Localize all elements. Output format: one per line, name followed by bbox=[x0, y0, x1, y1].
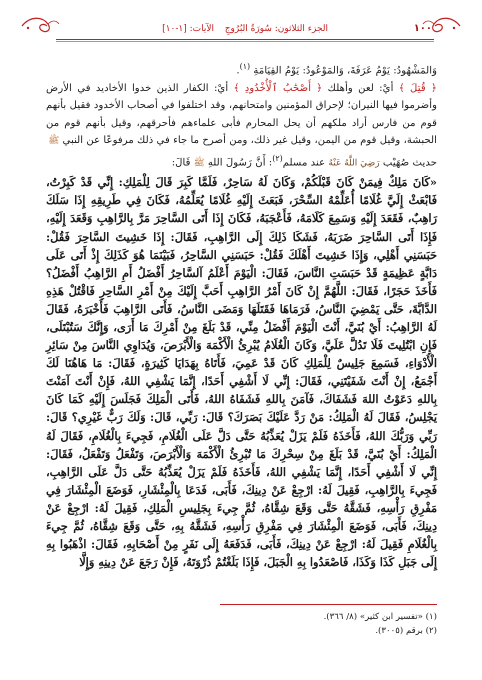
main-text bbox=[46, 58, 437, 571]
paragraph-3 bbox=[46, 150, 437, 173]
footnote-separator bbox=[220, 604, 437, 605]
header-divider-thin bbox=[56, 41, 434, 42]
left-ornament-icon bbox=[20, 14, 60, 36]
salutation-mark: ﷺ bbox=[48, 136, 60, 147]
footnote-1: (١) «تفسير ابن كثير» (٨/ ٣٦٦). bbox=[323, 612, 437, 622]
paragraph-1: وَالمَشْهُودُ: يَوْمُ عَرَفَةَ، وَالمَوْعُودُ: يَوْمُ القِيَامَةِ $^{(١)}$. bbox=[236, 62, 437, 77]
honorific: رَضِيَ اللَّهُ عَنْهُ bbox=[328, 158, 380, 169]
footnote-ref-1[interactable]: (١) bbox=[239, 62, 251, 71]
verse-range: الآيات: [١-١٠] bbox=[162, 24, 214, 34]
tafsir-text: أيْ: لعن وأهلك bbox=[322, 82, 399, 94]
footnote-ref-2[interactable]: (٢) bbox=[272, 154, 283, 164]
hadith-intro: حديث صُهَيْب bbox=[379, 157, 437, 169]
header-divider bbox=[56, 39, 434, 40]
footnote-2: (٢) برقم (٣٠٠٥). bbox=[375, 626, 437, 636]
page-number: ١٠٠ bbox=[413, 23, 432, 34]
quran-verse-2: ﴿ أَصْحَٰبُ ٱلْأُخْدُودِ ﴾ bbox=[233, 82, 323, 94]
hadith-source: عند مسلم bbox=[282, 157, 329, 169]
page-header bbox=[58, 22, 432, 40]
footnotes bbox=[46, 610, 437, 638]
hadith-intro-2: : أَنَّ رَسُولَ اللهِ bbox=[204, 157, 273, 169]
hadith-text: «كَانَ مَلِكٌ فِيمَنْ كَانَ قَبْلَكُمْ، وَكَانَ لَهُ سَاحِرٌ، فَلَمَّا كَبِرَ قَالَ لِلْمَلِكِ: إِنِّي قَدْ كَبِرْتُ، فَابْعَثْ إِلَيَّ غُلَامًا أُعَلِّمْهُ السِّحْرَ، فَبَعَثَ إِلَيْهِ غُلَامًا يُعَلِّمُهُ، فَكَانَ فِي طَرِيقِهِ إِذَا سَلَكَ رَاهِبٌ، فَقَعَدَ إِلَيْهِ وَسَمِعَ كَلَامَهُ، فَأَعْجَبَهُ، فَكَانَ إِذَا أَتَى السَّاحِرَ مَرَّ بِالرَّاهِبِ وَقَعَدَ إِلَيْهِ، فَإِذَا أَتَى السَّاحِرَ ضَرَبَهُ، فَشَكَا ذَلِكَ إِلَى الرَّاهِبِ، فَقَالَ: إِذَا خَشِيتَ السَّاحِرَ فَقُلْ: حَبَسَنِي أَهْلِي، وَإِذَا خَشِيتَ أَهْلَكَ فَقُلْ: حَبَسَنِي السَّاحِرُ، فَبَيْنَمَا هُوَ كَذَلِكَ إِذْ أَتَى عَلَى دَابَّةٍ عَظِيمَةٍ قَدْ حَبَسَتِ النَّاسَ، فَقَالَ: الْيَوْمَ أَعْلَمُ آلسَّاحِرُ أَفْضَلُ أَمِ الرَّاهِبُ أَفْضَلُ؟ فَأَخَذَ حَجَرًا، فَقَالَ: اللَّهُمَّ إِنْ كَانَ أَمْرُ الرَّاهِبِ أَحَبَّ إِلَيْكَ مِنْ أَمْرِ السَّاحِرِ فَاقْتُلْ هَذِهِ الدَّابَّةَ، حَتَّى يَمْضِيَ النَّاسُ، فَرَمَاهَا فَقَتَلَهَا وَمَضَى النَّاسُ، فَأَتَى الرَّاهِبَ فَأَخْبَرَهُ، فَقَالَ لَهُ الرَّاهِبُ: أَيْ بُنَيَّ، أَنْتَ الْيَوْمَ أَفْضَلُ مِنِّي، قَدْ بَلَغَ مِنْ أَمْرِكَ مَا أَرَى، وَإِنَّكَ سَتُبْتَلَى، فَإِنِ ابْتُلِيتَ فَلَا تَدُلَّ عَلَيَّ، وَكَانَ الْغُلَامُ يُبْرِئُ الْأَكْمَهَ وَالْأَبْرَصَ، وَيُدَاوِي النَّاسَ مِنْ سَائِرِ الْأَدْوَاءِ، فَسَمِعَ جَلِيسٌ لِلْمَلِكِ كَانَ قَدْ عَمِيَ، فَأَتَاهُ بِهَدَايَا كَثِيرَةٍ، فَقَالَ: مَا هَاهُنَا لَكَ أَجْمَعُ، إِنْ أَنْتَ شَفَيْتَنِي، فَقَالَ: إِنِّي لَا أَشْفِي أَحَدًا، إِنَّمَا يَشْفِي اللهُ، فَإِنْ أَنْتَ آمَنْتَ بِاللهِ دَعَوْتُ اللهَ فَشَفَاكَ، فَآمَنَ بِاللهِ فَشَفَاهُ اللهُ، فَأَتَى الْمَلِكَ فَجَلَسَ إِلَيْهِ كَمَا كَانَ يَجْلِسُ، فَقَالَ لَهُ الْمَلِكُ: مَنْ رَدَّ عَلَيْكَ بَصَرَكَ؟ قَالَ: رَبِّي، قَالَ: وَلَكَ رَبٌّ غَيْرِي؟ قَالَ: رَبِّي وَرَبُّكَ اللهُ، فَأَخَذَهُ فَلَمْ يَزَلْ يُعَذِّبُهُ حَتَّى دَلَّ عَلَى الْغُلَامِ، فَجِيءَ بِالْغُلَامِ، فَقَالَ لَهُ الْمَلِكُ: أَيْ بُنَيَّ، قَدْ بَلَغَ مِنْ سِحْرِكَ مَا تُبْرِئُ الْأَكْمَهَ وَالْأَبْرَصَ، وَتَفْعَلُ وَتَفْعَلُ، فَقَالَ: إِنِّي لَا أَشْفِي أَحَدًا، إِنَّمَا يَشْفِي اللهُ، فَأَخَذَهُ فَلَمْ يَزَلْ يُعَذِّبُهُ حَتَّى دَلَّ عَلَى الرَّاهِبِ، فَجِيءَ بِالرَّاهِبِ، فَقِيلَ لَهُ: ارْجِعْ عَنْ دِينِكَ، فَأَبَى، فَدَعَا بِالْمِئْشَارِ، فَوَضَعَ الْمِئْشَارَ فِي مَفْرِقِ رَأْسِهِ، فَشَقَّهُ حَتَّى وَقَعَ شِقَّاهُ، ثُمَّ جِيءَ بِجَلِيسِ الْمَلِكِ، فَقِيلَ لَهُ: ارْجِعْ عَنْ دِينِكَ، فَأَبَى، فَوَضَعَ الْمِئْشَارَ فِي مَفْرِقِ رَأْسِهِ، فَشَقَّهُ بِهِ، حَتَّى وَقَعَ شِقَّاهُ، ثُمَّ جِيءَ بِالْغُلَامِ فَقِيلَ لَهُ: ارْجِعْ عَنْ دِينِكَ، فَأَبَى، فَدَفَعَهُ إِلَى نَفَرٍ مِنْ أَصْحَابِهِ، فَقَالَ: اذْهَبُوا بِهِ إِلَى جَبَلِ كَذَا وَكَذَا، فَاصْعَدُوا بِهِ الْجَبَلَ، فَإِذَا بَلَغْتُمْ ذُرْوَتَهُ، فَإِنْ رَجَعَ عَنْ دِينِهِ وَإِلَّا bbox=[46, 175, 437, 570]
surah-title: الجزء الثلاثون: سُورَةُ البُرُوجِ bbox=[224, 24, 328, 34]
salutation-mark-2: ﷺ bbox=[193, 158, 205, 169]
paragraph-2 bbox=[46, 80, 437, 151]
hadith-intro-3: قَالَ: bbox=[171, 157, 194, 169]
tafsir-text-2: أيْ: الكفار الذين خدوا الأخاديد في الأرض وأضرموا فيها النيران؛ لإحراق المؤمنين وامتحانهم، وقد اختلفوا في أصحاب الأخدود فقيل بأنهم قوم من فارس أراد ملكهم أن يحل المحارم فأبى علماءهم فأحرقهم، وقيل بأنهم قوم من الحبشة، وقيل قوم من اليمن، وقيل غير ذلك، ومن أصرح ما جاء في ذلك مرفوعًا عن النبي bbox=[46, 82, 437, 147]
quran-verse: ﴿ قُتِلَ ﴾ bbox=[398, 82, 437, 94]
line-text: وَالمَشْهُودُ: يَوْمُ عَرَفَةَ، وَالمَوْعُودُ: يَوْمُ القِيَامَةِ bbox=[253, 65, 437, 77]
